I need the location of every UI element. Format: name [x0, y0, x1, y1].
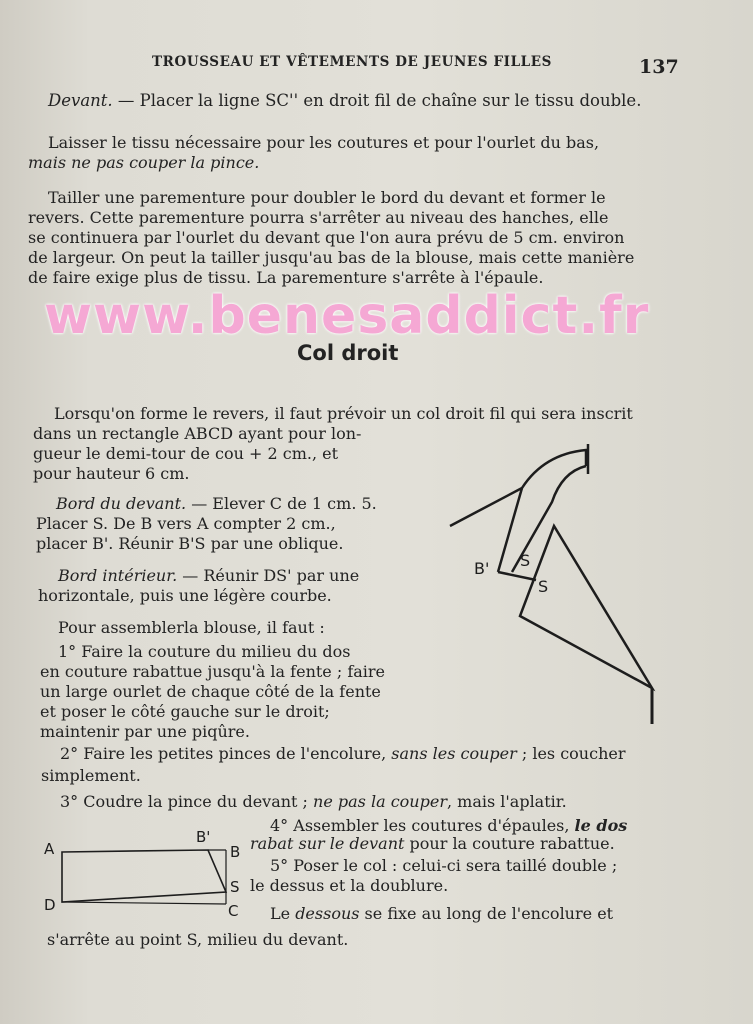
section-title: Col droit — [297, 341, 399, 365]
paragraph-laisser-line2: mais ne pas couper la pince. — [28, 153, 260, 172]
step3-text-c: , mais l'aplatir. — [446, 792, 567, 811]
paragraph-bord-devant-line2: Placer S. De B vers A compter 2 cm., — [36, 514, 336, 533]
step4-text-d: pour la couture rabattue. — [404, 834, 615, 853]
collar-label-s1: S — [520, 551, 531, 570]
paragraph-bord-interieur-line1 — [58, 566, 359, 586]
step4-text-b: le dos — [574, 816, 628, 835]
paragraph-tailler-line1: Tailler une parementure pour doubler le bord du devant et former le — [48, 188, 606, 207]
paragraph-assembler: Pour assemblerla blouse, il faut : — [58, 618, 325, 637]
step2-text-a: 2° Faire les petites pinces de l'encolure, — [60, 744, 392, 763]
step4-line2 — [250, 834, 615, 854]
step1-line1: 1° Faire la couture du milieu du dos — [58, 642, 351, 661]
paragraph-lorsqu-line1: Lorsqu'on forme le revers, il faut prévoir un col droit fil qui sera inscrit — [54, 404, 633, 423]
step1-line3: un large ourlet de chaque côté de la fente — [40, 682, 381, 701]
dessous-text-b: dessous — [295, 904, 360, 923]
term-bord-devant: Bord du devant. — [56, 494, 187, 513]
step3-text-b: ne pas la couper — [313, 792, 447, 811]
step1-line4: et poser le côté gauche sur le droit; — [40, 702, 330, 721]
paragraph-lorsqu-line2: dans un rectangle ABCD ayant pour lon- — [33, 424, 362, 443]
paragraph-bord-devant-line3: placer B'. Réunir B'S par une oblique. — [36, 534, 344, 553]
step1-line5: maintenir par une piqûre. — [40, 722, 250, 741]
step2-line2: simplement. — [41, 766, 141, 785]
paragraph-bord-devant-line1 — [56, 494, 377, 514]
term-bord-interieur: Bord intérieur. — [58, 566, 178, 585]
step2-line1 — [60, 744, 626, 764]
step1-line2: en couture rabattue jusqu'à la fente ; faire — [40, 662, 386, 681]
dessous-text-a: Le — [270, 904, 296, 923]
paragraph-bord-interieur-line2: horizontale, puis une légère courbe. — [38, 586, 332, 605]
step2-text-b: sans les couper — [391, 744, 517, 763]
dessous-text-c: se fixe au long de l'encolure et — [359, 904, 614, 923]
collar-revers-diagram — [440, 440, 670, 730]
step3-line1 — [60, 792, 567, 812]
rect-label-b: B — [230, 843, 241, 861]
paragraph-tailler-line4: de largeur. On peut la tailler jusqu'au bas de la blouse, mais cette manière — [28, 248, 635, 267]
rect-label-d: D — [44, 896, 56, 914]
paragraph-lorsqu-line4: pour hauteur 6 cm. — [33, 464, 190, 483]
running-title: TROUSSEAU ET VÊTEMENTS DE JEUNES FILLES — [152, 54, 552, 70]
rectangle-abcd-diagram — [40, 822, 252, 922]
rect-label-s: S — [230, 878, 240, 896]
paragraph-tailler-line2: revers. Cette parementure pourra s'arrêter au niveau des hanches, elle — [28, 208, 609, 227]
rect-label-a: A — [44, 840, 55, 858]
paragraph-tailler-line3: se continuera par l'ourlet du devant que l'on aura prévu de 5 cm. environ — [28, 228, 625, 247]
step2-text-c: ; les coucher — [516, 744, 626, 763]
bord-interieur-text: — Réunir DS' par une — [177, 566, 360, 585]
step4-text-c: rabat sur le devant — [250, 834, 405, 853]
paragraph-laisser-line1: Laisser le tissu nécessaire pour les coutures et pour l'ourlet du bas, — [48, 133, 600, 152]
collar-label-b-prime: B' — [474, 559, 490, 578]
bord-devant-text: — Elever C de 1 cm. 5. — [186, 494, 377, 513]
paragraph-devant-text: — Placer la ligne SC'' en droit fil de chaîne sur le tissu double. — [112, 91, 642, 110]
step4-text-a: 4° Assembler les coutures d'épaules, — [270, 816, 575, 835]
step5-line1: 5° Poser le col : celui-ci sera taillé double ; — [270, 856, 618, 875]
term-devant: Devant. — [48, 91, 113, 110]
collar-label-s2: S — [538, 577, 549, 596]
paragraph-lorsqu-line3: gueur le demi-tour de cou + 2 cm., et — [33, 444, 339, 463]
step4-line1 — [270, 816, 627, 836]
paragraph-tailler-line5: de faire exige plus de tissu. La parementure s'arrête à l'épaule. — [28, 268, 544, 287]
rect-label-c: C — [228, 902, 239, 920]
step3-text-a: 3° Coudre la pince du devant ; — [60, 792, 314, 811]
paragraph-dessous-line2: s'arrête au point S, milieu du devant. — [47, 930, 349, 949]
paragraph-devant — [48, 91, 641, 111]
watermark: www.benesaddict.fr — [44, 286, 650, 346]
page-number: 137 — [639, 56, 679, 78]
rect-label-b-prime: B' — [196, 828, 211, 846]
paragraph-dessous-line1 — [270, 904, 613, 924]
step5-line2: le dessus et la doublure. — [250, 876, 449, 895]
